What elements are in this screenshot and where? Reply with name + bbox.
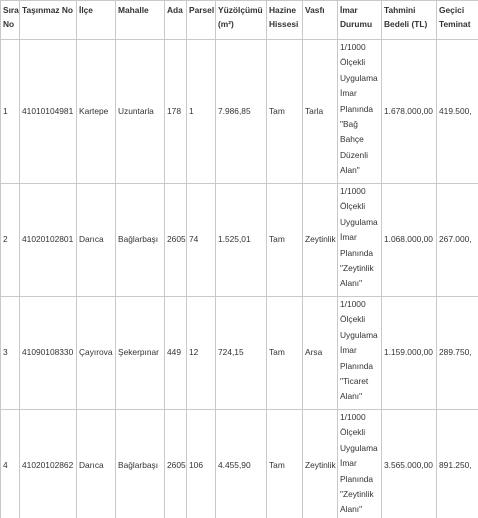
cell-tahmini-bedel: 1.678.000,00 xyxy=(382,40,437,184)
cell-sira: 2 xyxy=(1,184,20,297)
cell-hazine-hissesi: Tam xyxy=(267,410,303,518)
cell-mahalle: Şekerpınar xyxy=(116,297,165,410)
cell-imar-durumu: 1/1000 Ölçekli Uygulama İmar Planında "Bağ Bahçe Düzenli Alan" xyxy=(338,40,382,184)
cell-ada: 178 xyxy=(165,40,187,184)
header-ada: Ada xyxy=(165,1,187,40)
cell-mahalle: Bağlarbaşı xyxy=(116,184,165,297)
cell-ilce: Çayırova xyxy=(77,297,116,410)
header-sira-no: Sıra No xyxy=(1,1,20,40)
cell-vasfi: Zeytinlik xyxy=(303,410,338,518)
header-ilce: İlçe xyxy=(77,1,116,40)
cell-sira: 4 xyxy=(1,410,20,518)
cell-gecici-teminat: 289.750, xyxy=(437,297,478,410)
cell-ilce: Darıca xyxy=(77,184,116,297)
cell-sira: 3 xyxy=(1,297,20,410)
table-row xyxy=(1,184,478,297)
cell-vasfi: Zeytinlik xyxy=(303,184,338,297)
table-row xyxy=(1,297,478,410)
cell-imar-durumu: 1/1000 Ölçekli Uygulama İmar Planında "Zeytinlik Alanı" xyxy=(338,184,382,297)
cell-hazine-hissesi: Tam xyxy=(267,40,303,184)
header-hazine-hissesi: Hazine Hissesi xyxy=(267,1,303,40)
cell-vasfi: Tarla xyxy=(303,40,338,184)
header-mahalle: Mahalle xyxy=(116,1,165,40)
header-tasinmaz-no: Taşınmaz No xyxy=(20,1,77,40)
cell-mahalle: Uzuntarla xyxy=(116,40,165,184)
cell-parsel: 74 xyxy=(187,184,216,297)
header-imar-durumu: İmar Durumu xyxy=(338,1,382,40)
cell-gecici-teminat: 419.500, xyxy=(437,40,478,184)
cell-ada: 449 xyxy=(165,297,187,410)
cell-imar-durumu: 1/1000 Ölçekli Uygulama İmar Planında "Ticaret Alanı" xyxy=(338,297,382,410)
table-row xyxy=(1,40,478,184)
cell-ada: 2605 xyxy=(165,184,187,297)
cell-yuzolcumu: 7.986,85 xyxy=(216,40,267,184)
table-row xyxy=(1,410,478,518)
cell-imar-durumu: 1/1000 Ölçekli Uygulama İmar Planında "Zeytinlik Alanı" xyxy=(338,410,382,518)
cell-vasfi: Arsa xyxy=(303,297,338,410)
cell-tahmini-bedel: 1.068.000,00 xyxy=(382,184,437,297)
cell-ilce: Darıca xyxy=(77,410,116,518)
header-tahmini-bedel: Tahmini Bedeli (TL) xyxy=(382,1,437,40)
cell-tahmini-bedel: 1.159.000,00 xyxy=(382,297,437,410)
cell-yuzolcumu: 724,15 xyxy=(216,297,267,410)
cell-tahmini-bedel: 3.565.000,00 xyxy=(382,410,437,518)
cell-tasinmaz-no: 41090108330 xyxy=(20,297,77,410)
cell-tasinmaz-no: 41020102862 xyxy=(20,410,77,518)
header-vasfi: Vasfı xyxy=(303,1,338,40)
cell-parsel: 12 xyxy=(187,297,216,410)
header-gecici-teminat: Geçici Teminat xyxy=(437,1,478,40)
cell-tasinmaz-no: 41020102801 xyxy=(20,184,77,297)
cell-gecici-teminat: 891.250, xyxy=(437,410,478,518)
table-header-row xyxy=(1,1,478,40)
cell-yuzolcumu: 1.525,01 xyxy=(216,184,267,297)
cell-sira: 1 xyxy=(1,40,20,184)
cell-parsel: 106 xyxy=(187,410,216,518)
cell-hazine-hissesi: Tam xyxy=(267,184,303,297)
cell-hazine-hissesi: Tam xyxy=(267,297,303,410)
cell-tasinmaz-no: 41010104981 xyxy=(20,40,77,184)
cell-gecici-teminat: 267.000, xyxy=(437,184,478,297)
header-yuzolcumu: Yüzölçümü (m²) xyxy=(216,1,267,40)
cell-ilce: Kartepe xyxy=(77,40,116,184)
header-parsel: Parsel xyxy=(187,1,216,40)
cell-parsel: 1 xyxy=(187,40,216,184)
cell-yuzolcumu: 4.455,90 xyxy=(216,410,267,518)
cell-mahalle: Bağlarbaşı xyxy=(116,410,165,518)
cell-ada: 2605 xyxy=(165,410,187,518)
